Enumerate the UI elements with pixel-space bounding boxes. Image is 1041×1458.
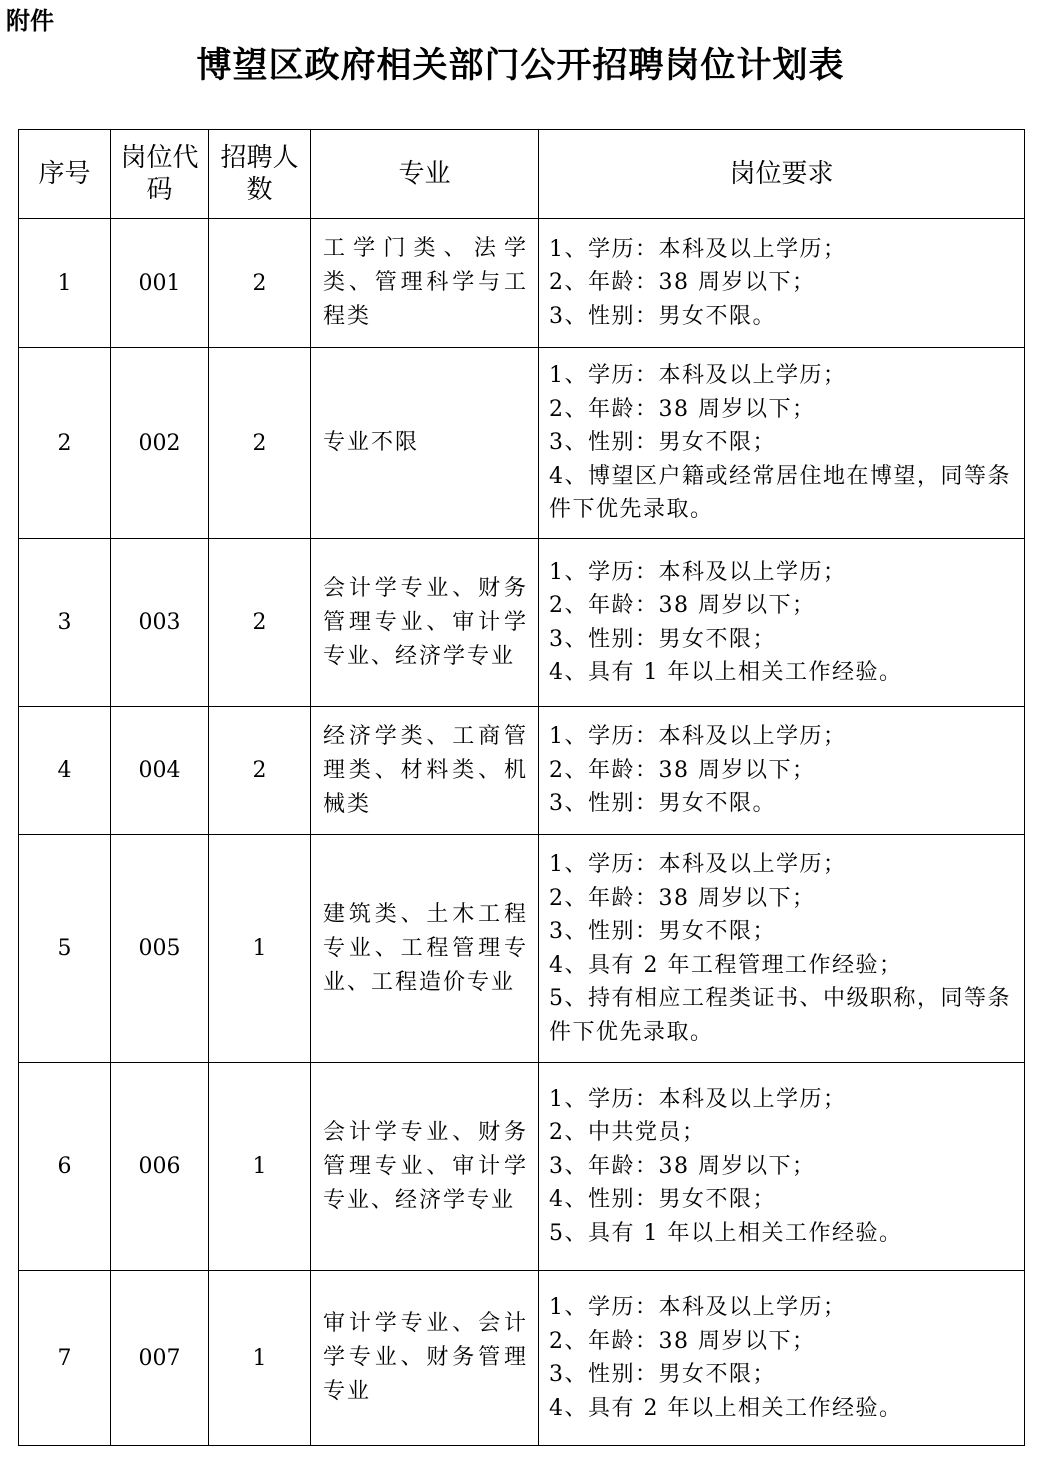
page-title: 博望区政府相关部门公开招聘岗位计划表: [196, 45, 845, 86]
position-code-cell: 002: [111, 348, 209, 539]
table-row: [19, 1271, 1025, 1446]
attachment-label: 附件: [6, 7, 54, 35]
hiring-count-cell: 2: [209, 348, 311, 539]
position-code-cell: 004: [111, 707, 209, 835]
position-code-cell: 007: [111, 1271, 209, 1446]
requirement-line: 2、年龄：38 周岁以下；: [549, 1328, 816, 1354]
recruitment-plan-table: [18, 129, 1025, 1446]
requirement-line: 3、性别：男女不限；: [549, 919, 776, 944]
requirement-line: 2、年龄：38 周岁以下；: [549, 757, 816, 783]
requirement-line: 1、学历：本科及以上学历；: [549, 724, 847, 750]
position-code-cell: 001: [111, 219, 209, 348]
requirement-line: 3、性别：男女不限。: [549, 791, 776, 817]
requirement-line: 4、具有 2 年以上相关工作经验。: [549, 1395, 903, 1421]
requirement-line: 2、年龄：38 周岁以下；: [549, 270, 816, 296]
table-row: [19, 219, 1025, 348]
requirements-cell: [539, 219, 1025, 348]
table-row: [19, 539, 1025, 707]
requirements-cell: [539, 707, 1025, 835]
position-code-cell: 006: [111, 1063, 209, 1271]
seq-cell: 6: [19, 1063, 111, 1271]
requirement-line: 1、学历：本科及以上学历；: [549, 1295, 847, 1320]
requirement-line: 5、具有 1 年以上相关工作经验。: [549, 1220, 903, 1246]
requirement-line: 1、学历：本科及以上学历；: [549, 559, 847, 585]
position-code-cell: 005: [111, 835, 209, 1063]
major-cell: 专业不限: [311, 348, 539, 539]
requirements-cell: [539, 539, 1025, 707]
hiring-count-cell: 1: [209, 1271, 311, 1446]
requirements-cell: [539, 1271, 1025, 1446]
requirements-cell: [539, 1063, 1025, 1271]
requirement-line: 4、具有 2 年工程管理工作经验；: [549, 952, 903, 978]
requirement-line: 2、年龄：38 周岁以下；: [549, 396, 816, 422]
requirements-cell: [539, 835, 1025, 1063]
requirement-line: 1、学历：本科及以上学历；: [549, 1086, 847, 1112]
requirement-line: 3、性别：男女不限；: [549, 430, 776, 456]
header-seq: 序号: [19, 130, 111, 219]
seq-cell: 7: [19, 1271, 111, 1446]
seq-cell: 1: [19, 219, 111, 348]
table-row: [19, 707, 1025, 835]
requirement-line: 3、年龄：38 周岁以下；: [549, 1153, 816, 1179]
requirement-line: 5、持有相应工程类证书、中级职称，同等条件下优先录取。: [549, 986, 1011, 1045]
requirement-line: 1、学历：本科及以上学历；: [549, 363, 847, 389]
hiring-count-cell: 1: [209, 835, 311, 1063]
table-header-row: [19, 130, 1025, 219]
header-hiring-count: 招聘人数: [209, 130, 311, 219]
hiring-count-cell: 2: [209, 539, 311, 707]
major-cell: 经济学类、工商管理类、材料类、机械类: [311, 707, 539, 835]
requirement-line: 3、性别：男女不限；: [549, 1362, 776, 1387]
major-cell: 会计学专业、财务管理专业、审计学专业、经济学专业: [311, 539, 539, 707]
hiring-count-cell: 2: [209, 219, 311, 348]
seq-cell: 5: [19, 835, 111, 1063]
requirement-line: 3、性别：男女不限。: [549, 303, 776, 329]
header-requirements: 岗位要求: [539, 130, 1025, 219]
major-cell: 审计学专业、会计学专业、财务管理专业: [311, 1271, 539, 1446]
hiring-count-cell: 1: [209, 1063, 311, 1271]
requirement-line: 2、中共党员；: [549, 1120, 706, 1146]
seq-cell: 3: [19, 539, 111, 707]
table-row: [19, 835, 1025, 1063]
major-cell: 会计学专业、财务管理专业、审计学专业、经济学专业: [311, 1063, 539, 1271]
requirement-line: 1、学历：本科及以上学历；: [549, 236, 847, 262]
requirement-line: 1、学历：本科及以上学历；: [549, 852, 847, 877]
requirement-line: 2、年龄：38 周岁以下；: [549, 885, 816, 911]
requirement-line: 3、性别：男女不限；: [549, 626, 776, 652]
requirement-line: 4、性别：男女不限；: [549, 1187, 776, 1213]
seq-cell: 4: [19, 707, 111, 835]
table-row: [19, 348, 1025, 539]
table-row: [19, 1063, 1025, 1271]
seq-cell: 2: [19, 348, 111, 539]
requirements-cell: [539, 348, 1025, 539]
header-major: 专业: [311, 130, 539, 219]
requirement-line: 4、博望区户籍或经常居住地在博望，同等条件下优先录取。: [549, 463, 1011, 523]
major-cell: 工学门类、法学类、管理科学与工程类: [311, 219, 539, 348]
position-code-cell: 003: [111, 539, 209, 707]
requirement-line: 4、具有 1 年以上相关工作经验。: [549, 660, 903, 685]
hiring-count-cell: 2: [209, 707, 311, 835]
major-cell: 建筑类、土木工程专业、工程管理专业、工程造价专业: [311, 835, 539, 1063]
requirement-line: 2、年龄：38 周岁以下；: [549, 593, 816, 618]
header-position-code: 岗位代码: [111, 130, 209, 219]
